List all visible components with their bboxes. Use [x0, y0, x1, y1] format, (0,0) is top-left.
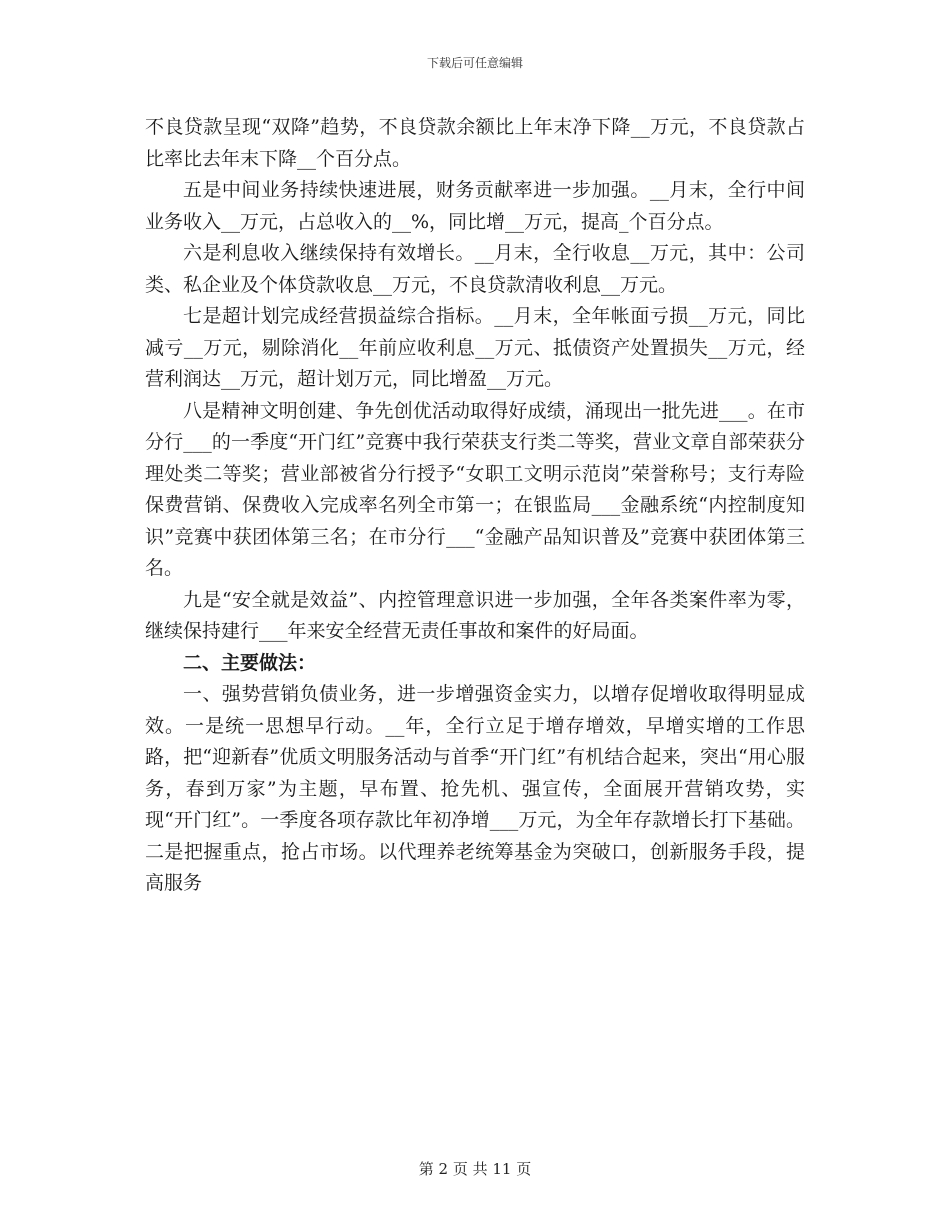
section-heading-main-practices: 二、主要做法：: [183, 651, 317, 674]
paragraph-interest-income: 六是利息收入继续保持有效增长。__月末，全行收息__万元，其中：公司类、私企业及个体贷款收息__万元，不良贷款清收利息__万元。: [145, 242, 805, 296]
paragraph-spiritual-civilization: 八是精神文明创建、争先创优活动取得好成绩，涌现出一批先进___。在市分行___的一季度“开门红”竞赛中我行荣获支行类二等奖，营业文章自部荣获分理处类二等奖；营业部被省分行授予“女职工文明示范岗”荣誉称号；支行寿险保费营销、保费收入完成率名列全市第一；在银监局___金融系统“内控制度知识”竞赛中获团体第三名；在市分行___“金融产品知识普及”竞赛中获团体第三名。: [145, 399, 805, 579]
paragraph-intermediate-business: 五是中间业务持续快速进展，财务贡献率进一步加强。__月末，全行中间业务收入__万元，占总收入的__%，同比增__万元，提高_个百分点。: [145, 179, 805, 233]
paragraph-liability-marketing: 一、强势营销负债业务，进一步增强资金实力，以增存促增收取得明显成效。一是统一思想早行动。__年，全行立足于增存增效，早增实增的工作思路，把“迎新春”优质文明服务活动与首季“开门红”有机结合起来，突出“用心服务，春到万家”为主题，早布置、抢先机、强宣传，全面展开营销攻势，实现“开门红”。一季度各项存款比年初净增___万元，为全年存款增长打下基础。二是把握重点，抢占市场。以代理养老统筹基金为突破口，创新服务手段，提高服务: [145, 683, 805, 894]
paragraph-operating-profit: 七是超计划完成经营损益综合指标。__月末，全年帐面亏损__万元，同比减亏__万元，剔除消化__年前应收利息__万元、抵债资产处置损失__万元，经营利润达__万元，超计划万元，同比增盈__万元。: [145, 305, 805, 390]
page-number: 第 2 页 共 11 页: [418, 1160, 532, 1178]
header-note: 下载后可任意编辑: [426, 56, 523, 70]
paragraph-nonperforming-loans: 不良贷款呈现“双降”趋势，不良贷款余额比上年末净下降__万元，不良贷款占比率比去年末下降__个百分点。: [145, 116, 805, 170]
paragraph-safety: 九是“安全就是效益”、内控管理意识进一步加强，全年各类案件率为零，继续保持建行___年来安全经营无责任事故和案件的好局面。: [145, 588, 805, 642]
document-body: [145, 112, 805, 900]
